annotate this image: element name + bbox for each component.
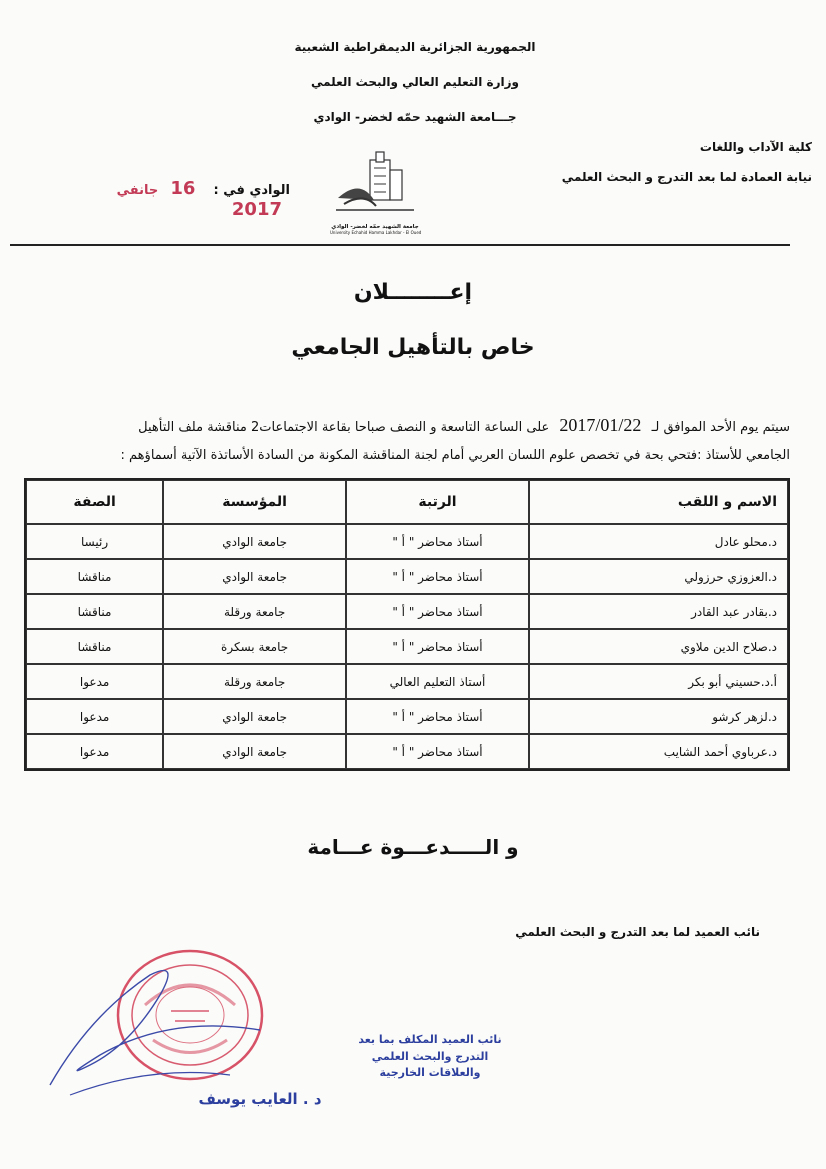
member-institution: جامعة الوادي <box>163 559 346 594</box>
date-year: 2017 <box>231 199 282 220</box>
member-name: د.لزهر كرشو <box>529 699 788 734</box>
university-logo <box>330 148 420 234</box>
table-row <box>26 664 788 699</box>
member-rank: أستاذ التعليم العالي <box>346 664 529 699</box>
closing-line: و الـــــدعـــوة عـــامة <box>307 835 519 859</box>
signatory-stamp-name: د . العايب يوسف <box>198 1090 322 1108</box>
member-status: رئيسا <box>26 524 163 559</box>
date-prefix: الوادي في : <box>213 183 290 198</box>
member-institution: جامعة الوادي <box>163 734 346 769</box>
date-month: جانفي <box>116 183 159 198</box>
body-line-1 <box>24 415 790 436</box>
body-date: 2017/01/22 <box>559 415 642 435</box>
jury-table <box>24 478 790 771</box>
member-institution: جامعة الوادي <box>163 524 346 559</box>
table-row <box>26 524 788 559</box>
member-status: مدعوا <box>26 699 163 734</box>
member-status: مناقشا <box>26 629 163 664</box>
table-row <box>26 699 788 734</box>
header-rank: الرتبة <box>346 480 529 524</box>
table-header-row <box>26 480 788 524</box>
member-rank: أستاذ محاضر " أ " <box>346 559 529 594</box>
table-row <box>26 734 788 769</box>
member-status: مدعوا <box>26 664 163 699</box>
university-logo-icon <box>330 148 420 220</box>
body-line-1-start: سيتم يوم الأحد الموافق لـ <box>651 420 790 435</box>
member-institution: جامعة ورقلة <box>163 664 346 699</box>
member-institution: جامعة بسكرة <box>163 629 346 664</box>
date-line <box>60 178 290 220</box>
member-status: مناقشا <box>26 559 163 594</box>
logo-caption-en: University Echahid Hamma Lakhdar - El Oued <box>330 230 422 235</box>
member-rank: أستاذ محاضر " أ " <box>346 524 529 559</box>
member-institution: جامعة ورقلة <box>163 594 346 629</box>
member-rank: أستاذ محاضر " أ " <box>346 734 529 769</box>
table-row <box>26 594 788 629</box>
university-name: جـــامعة الشهيد حمّه لخضر- الوادي <box>313 110 517 124</box>
body-line-2: الجامعي للأستاذ :فتحي بحة في تخصص علوم اللسان العربي أمام لجنة المناقشة المكونة من السادة الأساتذة الآتية أسماؤهم : <box>120 448 790 463</box>
header-divider <box>10 244 790 246</box>
header-status: الصفة <box>26 480 163 524</box>
member-name: د.بقادر عبد القادر <box>529 594 788 629</box>
member-status: مدعوا <box>26 734 163 769</box>
announcement-subtitle: خاص بالتأهيل الجامعي <box>291 335 535 360</box>
member-rank: أستاذ محاضر " أ " <box>346 699 529 734</box>
ministry-name: وزارة التعليم العالي والبحث العلمي <box>310 75 520 89</box>
signatory-stamp-text: نائب العميد المكلف بما بعد التدرج والبحث العلمي والعلاقات الخارجية <box>358 1033 502 1079</box>
header-institution: المؤسسة <box>163 480 346 524</box>
announcement-title: إعــــــــلان <box>353 280 473 305</box>
member-rank: أستاذ محاضر " أ " <box>346 629 529 664</box>
header-name: الاسم و اللقب <box>529 480 788 524</box>
member-name: د.محلو عادل <box>529 524 788 559</box>
logo-caption-ar: جامعة الشهيد حمّه لخضر- الوادي <box>331 224 419 230</box>
table-row <box>26 629 788 664</box>
signature-icon <box>30 955 280 1105</box>
member-rank: أستاذ محاضر " أ " <box>346 594 529 629</box>
member-status: مناقشا <box>26 594 163 629</box>
member-name: د.صلاح الدين ملاوي <box>529 629 788 664</box>
signatory-title: نائب العميد لما بعد التدرج و البحث العلمي <box>515 925 760 939</box>
member-name: أ.د.حسيني أبو بكر <box>529 664 788 699</box>
member-name: د.العزوزي حرزولي <box>529 559 788 594</box>
vice-deanship-name: نيابة العمادة لما بعد التدرج و البحث العلمي <box>561 170 812 184</box>
date-day: 16 <box>170 178 196 199</box>
member-name: د.عرباوي أحمد الشايب <box>529 734 788 769</box>
member-institution: جامعة الوادي <box>163 699 346 734</box>
republic-name: الجمهورية الجزائرية الديمقراطية الشعبية <box>294 40 536 54</box>
body-line-1-end: على الساعة التاسعة و النصف صباحا بقاعة الاجتماعات2 مناقشة ملف التأهيل <box>138 420 550 435</box>
handwritten-signature <box>30 955 280 1105</box>
table-row <box>26 559 788 594</box>
faculty-name: كلية الآداب واللغات <box>699 140 812 154</box>
